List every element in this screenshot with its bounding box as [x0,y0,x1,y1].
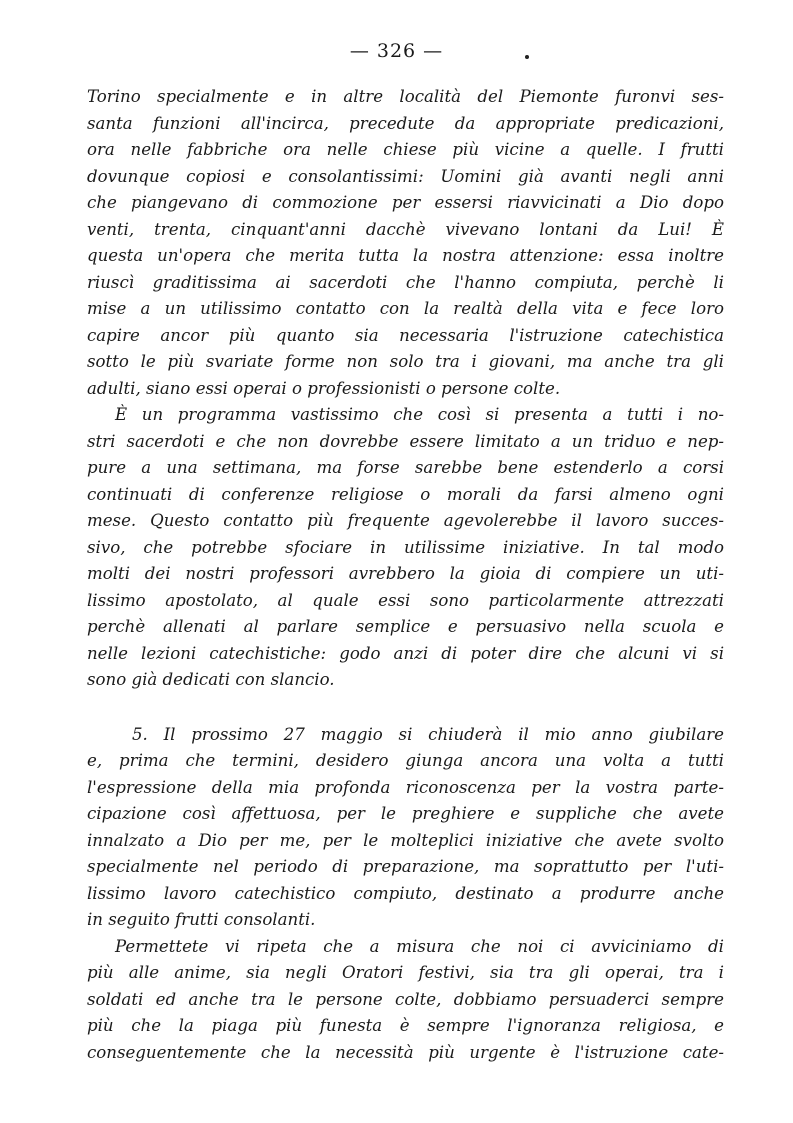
body-text [87,84,724,1066]
text-line: venti, trenta, cinquant'anni dacchè vivevano lontani da Lui! È [87,219,724,239]
text-line: conseguentemente che la necessità più urgente è l'istruzione cate- [87,1042,724,1062]
text-line: 5. Il prossimo 27 maggio si chiuderà il mio anno giubilare [132,724,724,744]
text-line: e, prima che termini, desidero giunga ancora una volta a tutti [87,751,724,770]
text-line: lissimo lavoro catechistico compiuto, destinato a produrre anche [87,883,724,903]
paragraph-2 [87,402,724,694]
text-line: soldati ed anche tra le persone colte, dobbiamo persuaderci sempre [87,989,724,1009]
text-line: stri sacerdoti e che non dovrebbe essere limitato a un triduo e nep- [87,431,724,451]
text-line: sivo, che potrebbe sfociare in utilissime iniziative. In tal modo [87,537,724,557]
text-line: ora nelle fabbriche ora nelle chiese più vicine a quelle. I frutti [87,140,724,159]
text-line: specialmente nel periodo di preparazione, ma soprattutto per l'uti- [87,857,724,876]
text-line: nelle lezioni catechistiche: godo anzi di poter dire che alcuni vi si [87,643,724,663]
text-line: capire ancor più quanto sia necessaria l'istruzione catechistica [87,325,724,345]
text-line: continuati di conferenze religiose o morali da farsi almeno ogni [87,484,724,504]
text-line: questa un'opera che merita tutta la nostra attenzione: essa inoltre [87,246,724,265]
text-line: innalzato a Dio per me, per le molteplici iniziative che avete svolto [87,830,724,850]
text-line: che piangevano di commozione per essersi riavvicinati a Dio dopo [87,193,724,212]
paragraph-1 [87,84,724,402]
section-gap [87,694,724,722]
text-line: Torino specialmente e in altre località del Piemonte furonvi ses- [87,87,724,106]
text-line: Permettete vi ripeta che a misura che noi ci avviciniamo di [115,936,724,956]
text-line: cipazione così affettuosa, per le preghiere e suppliche che avete [87,804,724,823]
text-line: riuscì graditissima ai sacerdoti che l'hanno compiuta, perchè li [87,272,724,292]
text-line: molti dei nostri professori avrebbero la gioia di compiere un uti- [87,564,724,583]
text-line: È un programma vastissimo che così si presenta a tutti i no- [115,405,724,424]
text-line: lissimo apostolato, al quale essi sono particolarmente attrezzati [87,590,724,610]
text-line: pure a una settimana, ma forse sarebbe bene estenderlo a corsi [87,458,724,477]
text-line: sotto le più svariate forme non solo tra i giovani, ma anche tra gli [87,352,724,371]
text-line: più alle anime, sia negli Oratori festivi, sia tra gli operai, tra i [87,963,724,982]
text-line: santa funzioni all'incirca, precedute da appropriate predicazioni, [87,113,724,133]
text-line: l'espressione della mia profonda riconoscenza per la vostra parte- [87,777,724,797]
paragraph-4 [87,934,724,1067]
text-line: perchè allenati al parlare semplice e persuasivo nella scuola e [87,617,724,636]
text-line: dovunque copiosi e consolantissimi: Uomini già avanti negli anni [87,166,724,186]
text-line: in seguito frutti consolanti. [87,910,316,929]
text-line: sono già dedicati con slancio. [87,670,335,689]
text-line: mise a un utilissimo contatto con la realtà della vita e fece loro [87,299,724,318]
ink-dot [525,55,529,59]
paragraph-3 [87,722,724,934]
page-number: — 326 — [349,40,444,62]
text-line: adulti, siano essi operai o professionisti o persone colte. [87,378,561,398]
text-line: più che la piaga più funesta è sempre l'ignoranza religiosa, e [87,1016,724,1035]
text-line: mese. Questo contatto più frequente agevolerebbe il lavoro succes- [87,511,724,530]
